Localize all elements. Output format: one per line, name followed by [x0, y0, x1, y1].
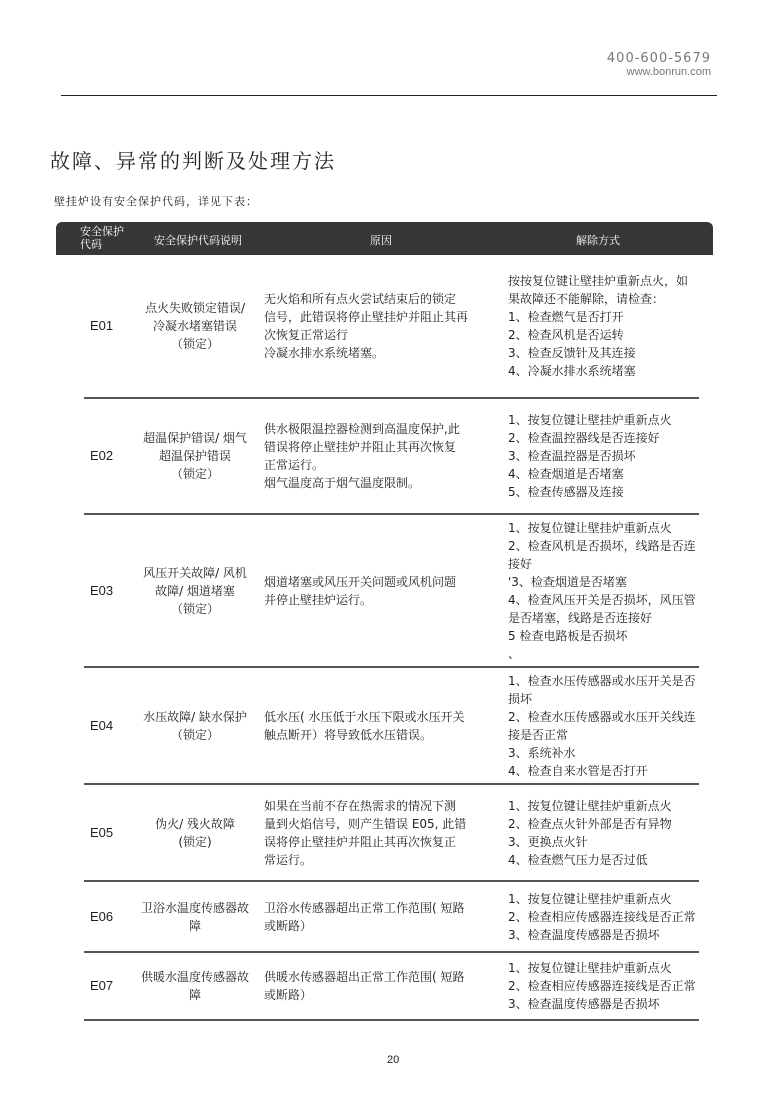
error-solution-line: 4、检查燃气压力是否过低	[508, 853, 648, 867]
error-cause-line: 供暖水传感器超出正常工作范围( 短路	[264, 970, 465, 984]
error-code	[90, 582, 130, 600]
error-description-line: (锁定)	[178, 835, 212, 849]
error-solution	[508, 519, 708, 663]
error-cause-line: 次恢复正常运行	[264, 328, 349, 342]
error-cause-line: 正常运行。	[264, 458, 325, 472]
error-code	[90, 447, 130, 465]
error-solution-line: 3、检查温度传感器是否损坏	[508, 928, 660, 942]
header-phone: 400-600-5679	[606, 51, 711, 66]
error-cause-line: 低水压( 水压低于水压下限或水压开关	[264, 710, 465, 724]
error-solution-line: 1、按复位键让壁挂炉重新点火	[508, 521, 672, 535]
error-description-line: （锁定）	[170, 337, 219, 351]
error-solution	[508, 797, 708, 869]
error-description-line: （锁定）	[170, 467, 219, 481]
error-description-line: 冷凝水堵塞错误	[152, 319, 237, 333]
error-description	[130, 708, 260, 744]
error-solution-line: 2、检查温控器线是否连接好	[508, 431, 660, 445]
error-solution-line: 3、检查温控器是否损坏	[508, 449, 636, 463]
error-solution-line: 5 检查电路板是否损坏	[508, 629, 628, 643]
error-solution-line: 1、按复位键让壁挂炉重新点火	[508, 799, 672, 813]
error-code-line: E05	[90, 825, 114, 840]
header-description: 安全保护代码说明	[154, 234, 242, 247]
error-description-line: 超温保护错误/ 烟气	[143, 431, 247, 445]
table-row	[84, 515, 699, 668]
error-description	[130, 299, 260, 353]
error-description	[130, 564, 260, 618]
error-solution-line: 是否堵塞，线路是否连接好	[508, 611, 653, 625]
error-description	[130, 899, 260, 935]
error-solution-line: 1、按复位键让壁挂炉重新点火	[508, 413, 672, 427]
header-code-line: 代码	[80, 238, 102, 251]
error-cause-line: 无火焰和所有点火尝试结束后的锁定	[264, 292, 457, 306]
error-code-line: E06	[90, 909, 114, 924]
error-cause	[264, 797, 494, 869]
page-title: 故障、异常的判断及处理方法	[50, 149, 336, 173]
table-header	[56, 222, 713, 255]
error-description	[130, 968, 260, 1004]
error-solution-line: 、	[508, 647, 521, 661]
error-cause-line: 烟气温度高于烟气温度限制。	[264, 476, 421, 490]
error-cause-line: 常运行。	[264, 853, 313, 867]
error-cause-line: 冷凝水排水系统堵塞。	[264, 346, 385, 360]
error-code-line: E04	[90, 718, 114, 733]
error-solution-line: 接好	[508, 557, 533, 571]
error-solution-line: 4、冷凝水排水系统堵塞	[508, 364, 636, 378]
error-solution-line: 3、系统补水	[508, 746, 576, 760]
error-cause-line: 触点断开）将导致低水压错误。	[264, 728, 433, 742]
table-row	[84, 785, 699, 882]
error-description	[130, 429, 260, 483]
error-code	[90, 317, 130, 335]
intro-text: 壁挂炉设有安全保护代码，详见下表：	[54, 195, 258, 208]
error-solution-line: 2、检查相应传感器连接线是否正常	[508, 979, 696, 993]
error-cause	[264, 899, 494, 935]
error-solution-line: 1、检查燃气是否打开	[508, 310, 624, 324]
table-row	[84, 668, 699, 785]
error-solution-line: 4、检查烟道是否堵塞	[508, 467, 624, 481]
error-cause	[264, 420, 494, 492]
error-solution	[508, 672, 708, 780]
error-solution-line: 按按复位键让壁挂炉重新点火，如	[508, 274, 689, 288]
error-code-line: E03	[90, 583, 114, 598]
header-divider	[61, 95, 717, 96]
error-cause-line: 卫浴水传感器超出正常工作范围( 短路	[264, 901, 465, 915]
table-row	[84, 255, 699, 399]
error-description-line: 水压故障/ 缺水保护	[143, 710, 247, 724]
error-cause-line: 如果在当前不存在热需求的情况下测	[264, 799, 457, 813]
error-solution-line: 损坏	[508, 692, 533, 706]
error-description-line: （锁定）	[170, 602, 219, 616]
error-description-line: 卫浴水温度传感器故	[140, 901, 249, 915]
error-code	[90, 717, 130, 735]
error-solution-line: 5、检查传感器及连接	[508, 485, 624, 499]
header-code	[80, 225, 124, 251]
error-description-line: 超温保护错误	[158, 449, 231, 463]
error-solution-line: 3、检查温度传感器是否损坏	[508, 997, 660, 1011]
error-code	[90, 824, 130, 842]
error-description-line: 伪火/ 残火故障	[155, 817, 235, 831]
error-solution-line: 4、检查风压开关是否损坏，风压管	[508, 593, 696, 607]
header-cause: 原因	[370, 234, 392, 247]
error-solution-line: 2、检查风机是否损坏，线路是否连	[508, 539, 696, 553]
error-description-line: 障	[188, 988, 201, 1002]
error-solution-line: '3、检查烟道是否堵塞	[508, 575, 627, 589]
error-solution-line: 4、检查自来水管是否打开	[508, 764, 648, 778]
error-cause	[264, 573, 494, 609]
error-cause-line: 或断路）	[264, 988, 313, 1002]
error-solution-line: 1、按复位键让壁挂炉重新点火	[508, 961, 672, 975]
error-description-line: 风压开关故障/ 风机	[143, 566, 247, 580]
error-code	[90, 977, 130, 995]
error-cause-line: 或断路）	[264, 919, 313, 933]
error-cause-line: 误将停止壁挂炉并阻止其再次恢复正	[264, 835, 457, 849]
page-number: 20	[387, 1054, 400, 1066]
error-cause-line: 供水极限温控器检测到高温度保护,此	[264, 422, 460, 436]
error-cause-line: 烟道堵塞或风压开关问题或风机问题	[264, 575, 457, 589]
error-solution-line: 果故障还不能解除，请检查：	[508, 292, 665, 306]
error-code	[90, 908, 130, 926]
header-solution: 解除方式	[576, 234, 620, 247]
header-website: www.bonrun.com	[626, 66, 711, 78]
error-solution-line: 3、检查反馈针及其连接	[508, 346, 636, 360]
error-solution-line: 3、更换点火针	[508, 835, 588, 849]
error-cause-line: 错误将停止壁挂炉并阻止其再次恢复	[264, 440, 457, 454]
header-code-line: 安全保护	[80, 225, 124, 238]
table-row	[84, 882, 699, 953]
error-solution-line: 1、按复位键让壁挂炉重新点火	[508, 892, 672, 906]
error-code-line: E02	[90, 448, 114, 463]
error-cause-line: 量到火焰信号，则产生错误 E05, 此错	[264, 817, 467, 831]
error-cause	[264, 968, 494, 1004]
error-cause	[264, 708, 494, 744]
error-solution-line: 2、检查水压传感器或水压开关线连	[508, 710, 696, 724]
error-solution-line: 2、检查相应传感器连接线是否正常	[508, 910, 696, 924]
error-description-line: （锁定）	[170, 728, 219, 742]
error-solution	[508, 411, 708, 501]
error-code-line: E01	[90, 318, 114, 333]
table-row	[84, 953, 699, 1021]
error-cause-line: 并停止壁挂炉运行。	[264, 593, 373, 607]
error-cause	[264, 290, 494, 362]
error-solution-line: 接是否正常	[508, 728, 569, 742]
error-solution-line: 2、检查点火针外部是否有异物	[508, 817, 672, 831]
error-solution	[508, 272, 708, 380]
table-row	[84, 399, 699, 515]
error-description-line: 点火失败锁定错误/	[144, 301, 246, 315]
error-description-line: 供暖水温度传感器故	[140, 970, 249, 984]
error-solution-line: 1、检查水压传感器或水压开关是否	[508, 674, 696, 688]
error-description-line: 障	[188, 919, 201, 933]
error-code-line: E07	[90, 978, 114, 993]
error-cause-line: 信号，此错误将停止壁挂炉并阻止其再	[264, 310, 469, 324]
error-solution-line: 2、检查风机是否运转	[508, 328, 624, 342]
error-description	[130, 815, 260, 851]
error-solution	[508, 890, 708, 944]
error-description-line: 故障/ 烟道堵塞	[155, 584, 235, 598]
error-solution	[508, 959, 708, 1013]
